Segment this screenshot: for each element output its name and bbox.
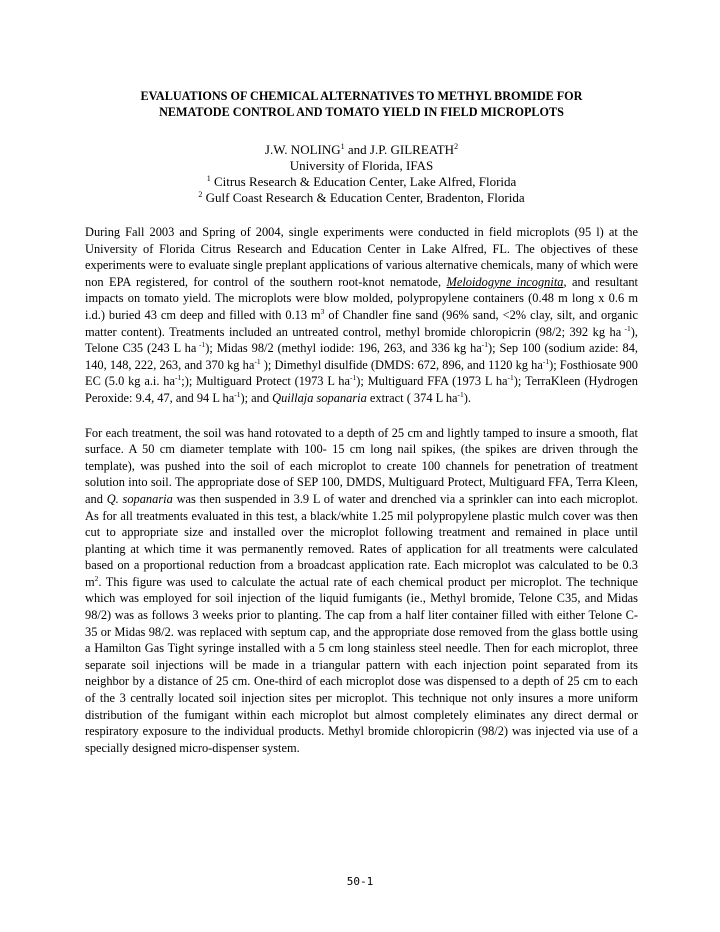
affiliation-1-text: Citrus Research & Education Center, Lake Alfred, Florida — [210, 174, 517, 189]
superscript: -1 — [542, 356, 550, 366]
text-run: of Chandler fine sand (96% sand, <2% clay, silt, and organic matter content). Treatments included an untreated control, methyl bromide chloropicrin (98/2; 392 kg ha — [85, 307, 638, 339]
superscript: -1 — [349, 373, 357, 383]
text-run: ), Telone C35 (243 L ha — [85, 324, 638, 356]
title-line-1: EVALUATIONS OF CHEMICAL ALTERNATIVES TO METHYL BROMIDE FOR — [140, 89, 583, 103]
author-line — [85, 142, 638, 158]
superscript: -1 — [481, 340, 489, 350]
author-1-affiliation-mark: 1 — [340, 142, 345, 151]
author-2-affiliation-mark: 2 — [454, 142, 459, 151]
paper-title — [85, 88, 638, 120]
superscript: -1 — [175, 373, 182, 383]
affiliation-2-text: Gulf Coast Research & Education Center, Bradenton, Florida — [202, 190, 525, 205]
abstract-paragraph — [85, 224, 638, 407]
paper-page — [85, 88, 638, 756]
page-number: 50-1 — [346, 875, 374, 888]
text-run: For each treatment, the soil was hand rotovated to a depth of 25 cm and lightly tamped to insure a smooth, flat surface. A 50 cm diameter template with 100- 15 cm long nail spikes, (the spikes are driven through the template), was pushed into the soil of each microplot to create 100 channels for penetration of treatment solution into soil. The appropriate dose of SEP 100, DMDS, Multiguard Protect, Multiguard FFA, Terra Kleen, and — [85, 425, 638, 506]
text-run: ); Sep 100 (sodium azide: 84, 140, 148, 222, 263, and 370 kg ha — [85, 341, 638, 372]
superscript: -1 — [254, 356, 261, 366]
superscript: 2 — [94, 573, 99, 583]
text-run: . This figure was used to calculate the actual rate of each chemical product per microplot. The technique which was employed for soil injection of the liquid fumigants (ie., Methyl bromide, Telone C35, and Midas 98/2) was as follows 3 weeks prior to planting. The cap from a half liter container filled with either Telone C-35 or Midas 98/2. was replaced with septum cap, and the appropriate dose removed from the glass bottle using a Hamilton Gas Tight syringe installed with a 5 cm long stainless steel needle. Then for each microplot, three separate soil injections will be made in a triangular pattern with each injection point separated from its neighbor by a distance of 25 cm. One-third of each microplot dose was dispensed to a depth of 25 cm to each of the 3 centrally located soil injection sites per microplot. This technique not only insures a more uniform distribution of the fumigant within each microplot but almost completely eliminates any direct dermal or respiratory exposure to the individual products. Methyl bromide chloropicrin (98/2) was injected via use of a specially designed micro-dispenser system. — [85, 574, 638, 755]
methods-paragraph — [85, 425, 638, 757]
university: University of Florida, IFAS — [289, 158, 434, 173]
text-run: was then suspended in 3.9 L of water and drenched via a sprinkler can into each microplot. As for all treatments evaluated in this test, a black/white 1.25 mil polypropylene plastic mulch cover was then cut to appropriate size and installed over the microplot following treatment and remained in place until planting at which time it was permanently removed. Rates of application for all treatments were calculated based on a proportional reduction from a broadcast application rate. Each microplot was calculated to be 0.3 m — [85, 491, 638, 589]
affiliation-1 — [85, 174, 638, 190]
text-run: ); Multiguard FFA (1973 L ha — [356, 374, 508, 389]
text-run: ); Midas 98/2 (methyl iodide: 196, 263, and 336 kg ha — [205, 341, 482, 356]
author-2: J.P. GILREATH — [369, 142, 455, 157]
superscript: -1 — [621, 323, 631, 333]
affiliation-2 — [85, 190, 638, 206]
author-block — [85, 142, 638, 206]
affiliation-1-mark: 1 — [206, 174, 211, 183]
text-run: extract ( 374 L ha — [366, 390, 458, 405]
superscript: -1 — [457, 389, 464, 399]
text-run: ;); Multiguard Protect (1973 L ha — [181, 374, 350, 389]
species-name: Meloidogyne incognita — [446, 274, 564, 289]
text-run: ); TerraKleen (Hydrogen Peroxide: 9.4, 47, and 94 L ha — [85, 374, 639, 405]
author-1: J.W. NOLING — [264, 142, 341, 157]
text-run: ); Fosthiosate 900 EC (5.0 kg a.i. ha — [85, 357, 638, 389]
title-line-2: NEMATODE CONTROL AND TOMATO YIELD IN FIELD MICROPLOTS — [159, 105, 564, 119]
superscript: -1 — [196, 340, 206, 350]
superscript: -1 — [507, 373, 514, 383]
superscript: -1 — [234, 389, 241, 399]
species-name: Q. sopanaria — [106, 491, 173, 506]
text-run: ); Dimethyl disulfide (DMDS: 672, 896, and 1120 kg ha — [260, 357, 543, 372]
species-name: Quillaja sopanaria — [272, 390, 367, 405]
text-run: , and resultant impacts on tomato yield. The microplots were blow molded, polypropylene containers (0.48 m long x 0.6 m i.d.) buried 43 cm deep and filled with 0.13 m — [85, 274, 638, 322]
affiliation-2-mark: 2 — [198, 190, 203, 199]
author-conjunction: and — [344, 142, 370, 157]
superscript: 3 — [320, 306, 325, 316]
text-run: During Fall 2003 and Spring of 2004, single experiments were conducted in field microplots (95 l) at the University of Florida Citrus Research and Education Center in Lake Alfred, FL. The objectives of these experiments were to evaluate single preplant applications of various alternative chemicals, many of which were non EPA registered, for control of the southern root-knot nematode, — [85, 225, 638, 289]
text-run: ). — [463, 390, 472, 405]
text-run: ); and — [240, 390, 273, 405]
